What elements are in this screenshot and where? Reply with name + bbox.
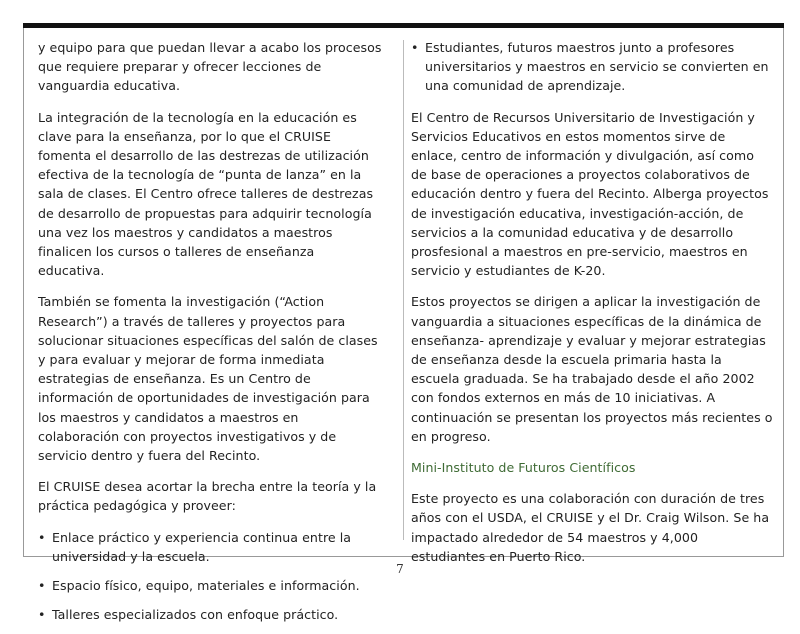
list-item-text: Enlace práctico y experiencia continua entre la universidad y la escuela. (52, 529, 352, 564)
paragraph: También se fomenta la investigación (“Action Research”) a través de talleres y proyectos para solucionar situaciones específicas del salón de clases y para evaluar y mejorar de forma inmediata estrategias de enseñanza. Es un Centro de información de oportunidades de investigación para los maestros y candidatos a maestros en colaboración con proyectos investigativos y de servicio dentro y fuera del Recinto. (38, 294, 378, 464)
bullet-icon: • (38, 578, 46, 594)
list-item (411, 38, 773, 96)
list-item (38, 605, 382, 624)
top-rule (23, 23, 784, 28)
paragraph: El CRUISE desea acortar la brecha entre la teoría y la práctica pedagógica y proveer: (38, 479, 377, 514)
bullet-icon: • (38, 607, 46, 623)
frame-left-border (23, 28, 24, 557)
frame-right-border (783, 28, 784, 557)
list-item-text: Talleres especializados con enfoque práctico. (52, 607, 339, 623)
list-item (38, 576, 382, 595)
paragraph: Este proyecto es una colaboración con duración de tres años con el USDA, el CRUISE y el Dr. Craig Wilson. Se ha impactado alrededor de 54 maestros y 4,000 estudiantes en Puerto Rico. (411, 491, 770, 564)
paragraph: El Centro de Recursos Universitario de Investigación y Servicios Educativos en estos momentos sirve de enlace, centro de información y divulgación, así como de base de operaciones a proyectos colaborativos de educación dentro y fuera del Recinto. Alberga proyectos de investigación educativa, investigación-acción, de servicios a la comunidad educativa y de desarrollo prosfesional a maestros en pre-servicio, maestros en servicio y estudiantes de K-20. (411, 109, 769, 279)
paragraph: Estos proyectos se dirigen a aplicar la investigación de vanguardia a situaciones específicas de la dinámica de enseñanza- aprendizaje y evaluar y mejorar estrategias de enseñanza desde la escuela primaria hasta la escuela graduada. Se ha trabajado desde el año 2002 con fondos externos en más de 10 iniciativas. A continuación se presentan los proyectos más recientes o en progreso. (411, 294, 773, 444)
section-subheading: Mini-Instituto de Futuros Científicos (411, 460, 636, 476)
bullet-icon: • (38, 529, 46, 545)
bullet-list (38, 528, 382, 625)
right-column (411, 38, 773, 578)
paragraph: La integración de la tecnología en la educación es clave para la enseñanza, por lo que el CRUISE fomenta el desarrollo de las destrezas de utilización efectiva de la tecnología de “punta de lanza” en la sala de clases. El Centro ofrece talleres de destrezas de desarrollo de propuestas para adquirir tecnología una vez los maestros y candidatos a maestros finalicen los cursos o talleres de enseñanza educativa. (38, 109, 374, 279)
list-item-text: Espacio físico, equipo, materiales e información. (52, 578, 360, 594)
page-number: 7 (396, 562, 404, 576)
paragraph: y equipo para que puedan llevar a acabo los procesos que requiere preparar y ofrecer lecciones de vanguardia educativa. (38, 40, 382, 94)
column-divider (403, 40, 404, 540)
left-column (38, 38, 382, 634)
list-item-text: Estudiantes, futuros maestros junto a profesores universitarios y maestros en servicio se convierten en una comunidad de aprendizaje. (425, 40, 769, 94)
bullet-icon: • (411, 40, 419, 55)
list-item (38, 528, 382, 566)
bullet-list (411, 38, 773, 96)
